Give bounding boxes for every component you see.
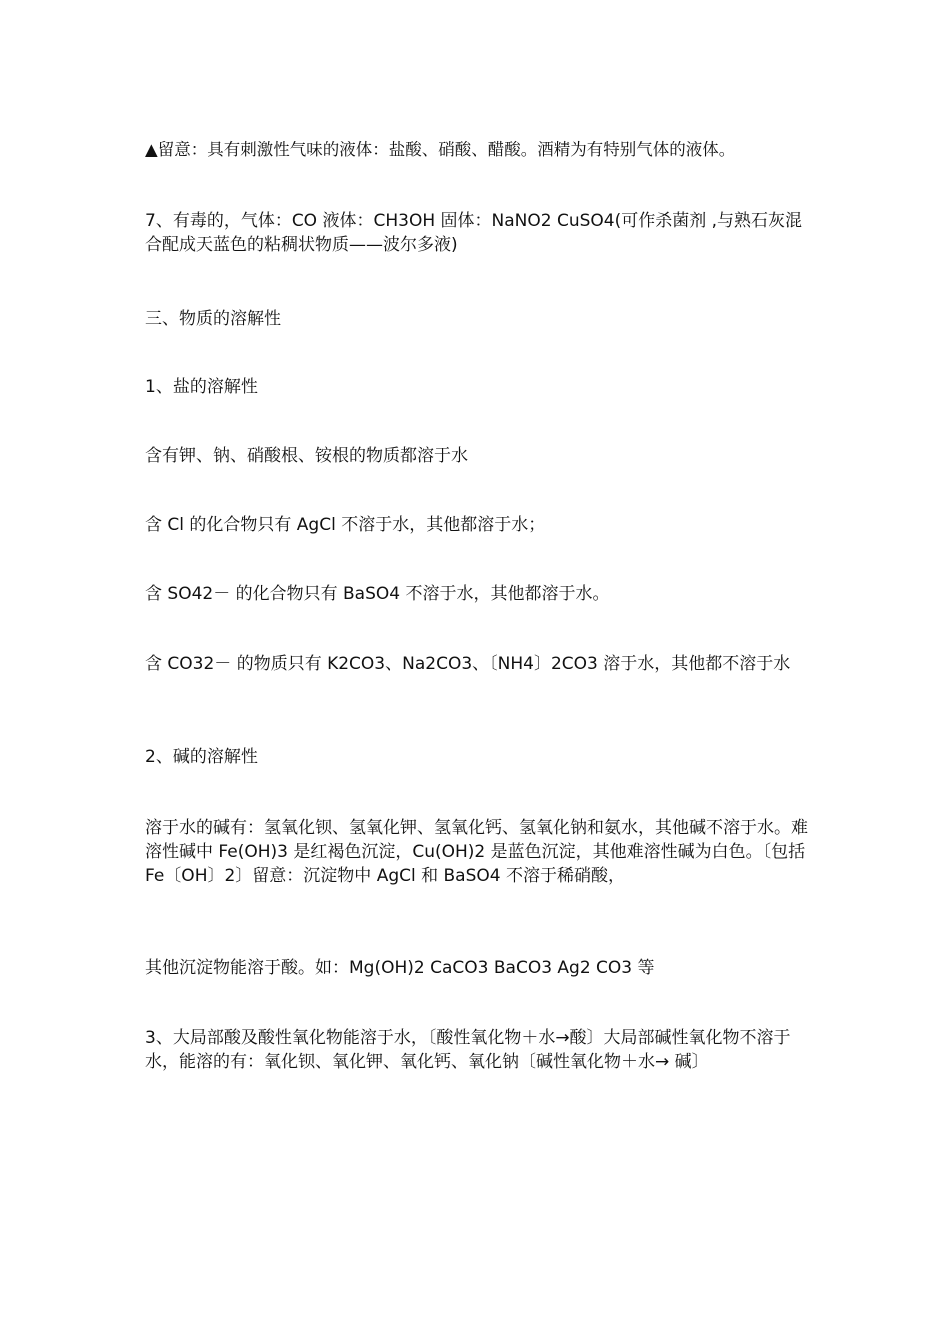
- subheading-salt-solubility: 1、盐的溶解性: [145, 377, 258, 397]
- rule-carbonate: 含 CO32－ 的物质只有 K2CO3、Na2CO3、〔NH4〕2CO3 溶于水，其他都不溶于水: [145, 654, 791, 674]
- section-heading-solubility: 三、物质的溶解性: [145, 309, 281, 329]
- note-pungent-liquids: ▲留意：具有刺激性气味的液体：盐酸、硝酸、醋酸。酒精为有特别气体的液体。: [145, 140, 736, 159]
- rule-chloride: 含 Cl 的化合物只有 AgCl 不溶于水，其他都溶于水；: [145, 515, 546, 535]
- rule-precipitates-acid: 其他沉淀物能溶于酸。如：Mg(OH)2 CaCO3 BaCO3 Ag2 CO3 等: [145, 958, 655, 978]
- rule-soluble-ions: 含有钾、钠、硝酸根、铵根的物质都溶于水: [145, 446, 468, 466]
- item-3-oxides: 3、大局部酸及酸性氧化物能溶于水，〔酸性氧化物＋水→酸〕大局部碱性氧化物不溶于水，能溶的有：氧化钡、氧化钾、氧化钙、氧化钠〔碱性氧化物＋水→ 碱〕: [145, 1028, 791, 1072]
- rule-sulfate: 含 SO42－ 的化合物只有 BaSO4 不溶于水，其他都溶于水。: [145, 584, 610, 604]
- subheading-base-solubility: 2、碱的溶解性: [145, 747, 258, 767]
- rule-soluble-bases: 溶于水的碱有：氢氧化钡、氢氧化钾、氢氧化钙、氢氧化钠和氨水，其他碱不溶于水。难溶性碱中 Fe(OH)3 是红褐色沉淀，Cu(OH)2 是蓝色沉淀，其他难溶性碱为白色。〔包括 Fe〔OH〕2〕留意：沉淀物中 AgCl 和 BaSO4 不溶于稀硝酸，: [145, 818, 808, 886]
- item-7-toxic-substances: 7、有毒的，气体：CO 液体：CH3OH 固体：NaNO2 CuSO4(可作杀菌剂 ,与熟石灰混合配成天蓝色的粘稠状物质——波尔多液): [145, 211, 803, 255]
